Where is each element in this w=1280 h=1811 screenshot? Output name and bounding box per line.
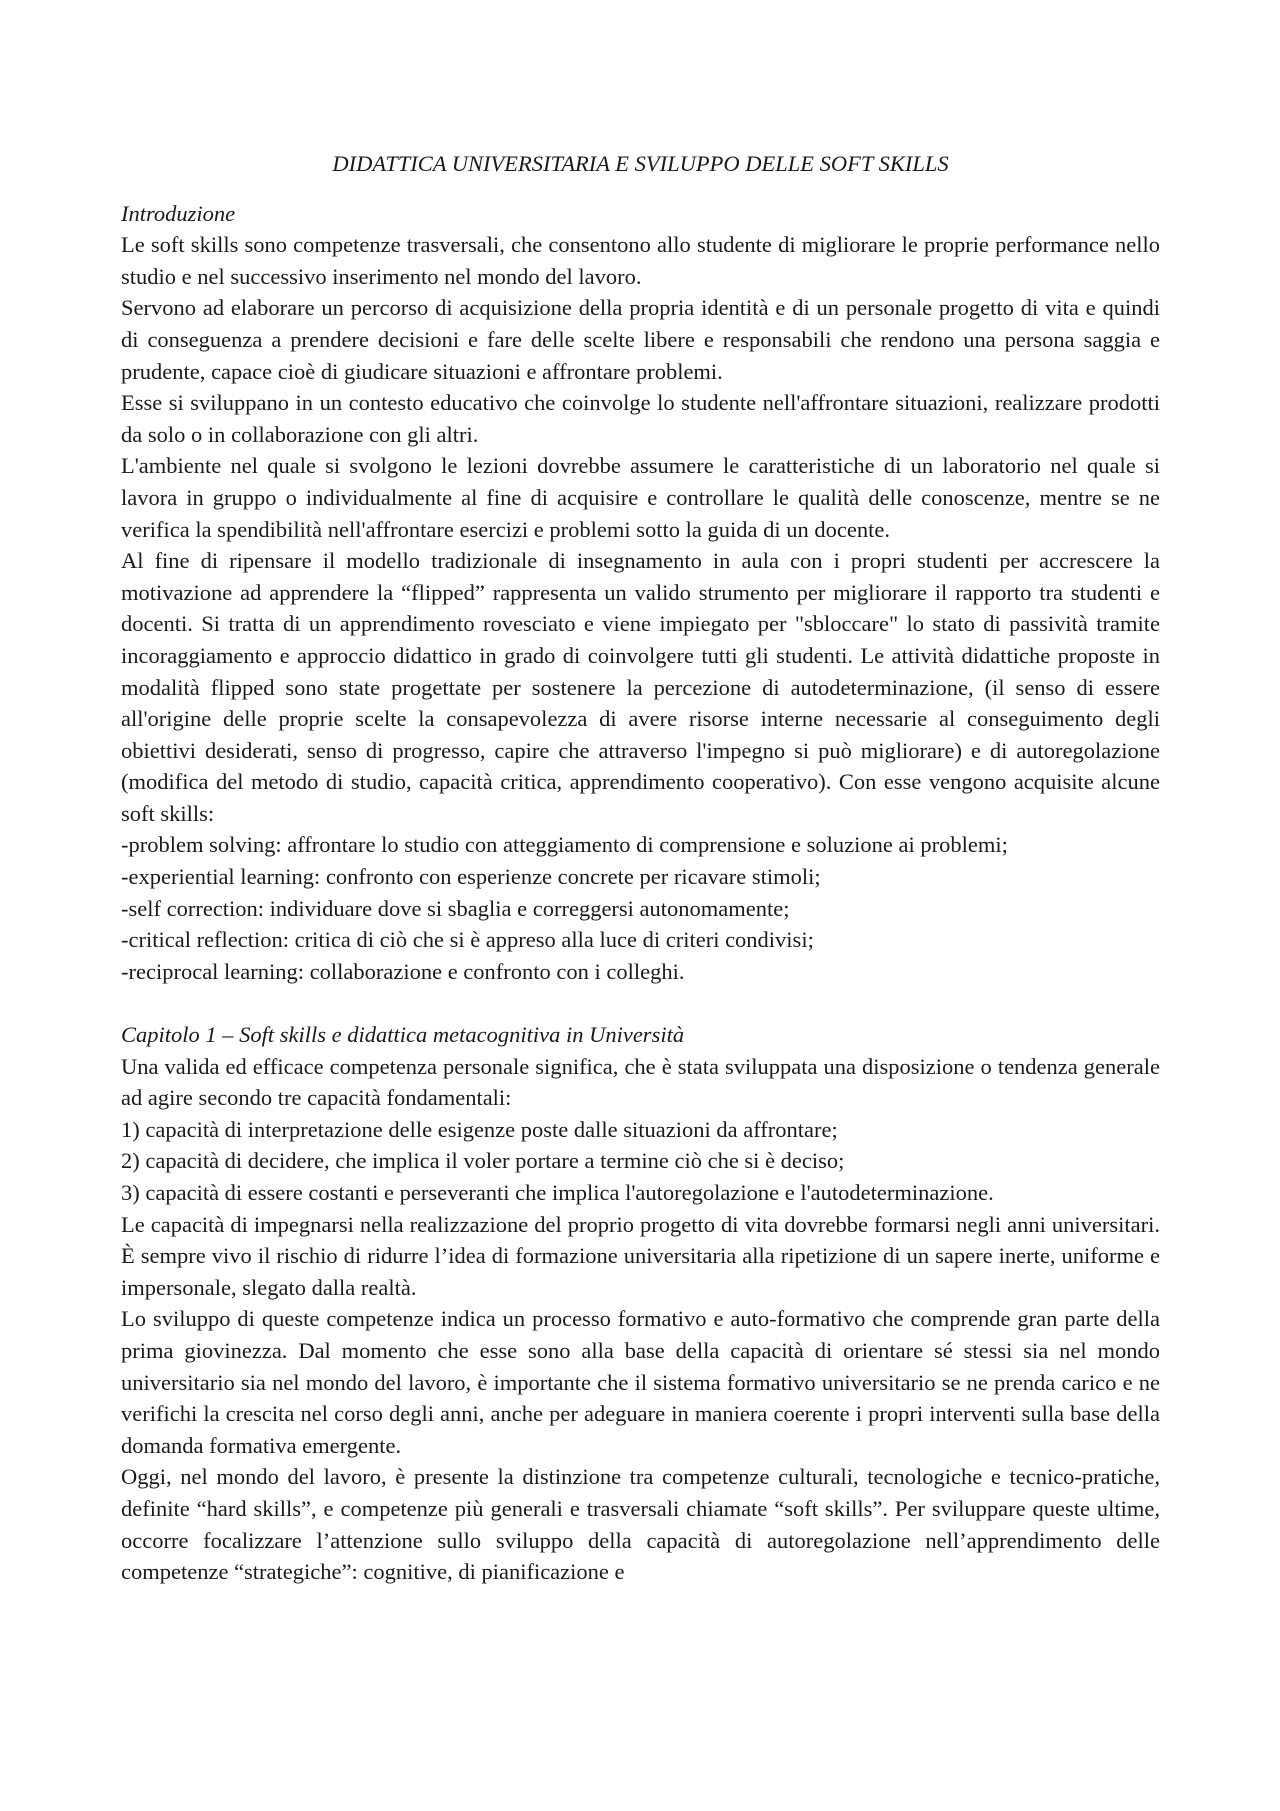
chapter1-paragraph: Oggi, nel mondo del lavoro, è presente la distinzione tra competenze culturali, tecnologiche e tecnico-pratiche, definite “hard skills”, e competenze più generali e trasversali chiamate “soft skills”. Per sviluppare queste ultime, occorre focalizzare l’attenzione sullo sviluppo della capacità di autoregolazione nell’apprendimento delle competenze “strategiche”: cognitive, di pianificazione e (121, 1464, 1160, 1585)
chapter1-paragraph: Le capacità di impegnarsi nella realizzazione del proprio progetto di vita dovrebbe formarsi negli anni universitari. È sempre vivo il rischio di ridurre l’idea di formazione universitaria alla ripetizione di un sapere inerte, uniforme e impersonale, slegato dalla realtà. (121, 1211, 1160, 1300)
list-item: 3) capacità di essere costanti e perseveranti che implica l'autoregolazione e l'autodeterminazione. (121, 1180, 994, 1205)
list-item: 2) capacità di decidere, che implica il voler portare a termine ciò che si è deciso; (121, 1148, 845, 1174)
list-item: 1) capacità di interpretazione delle esigenze poste dalle situazioni da affrontare; (121, 1116, 838, 1142)
list-item: -reciprocal learning: collaborazione e confronto con i colleghi. (121, 958, 685, 984)
intro-heading: Introduzione (121, 200, 236, 226)
list-item: -problem solving: affrontare lo studio con atteggiamento di comprensione e soluzione ai problemi; (121, 832, 1008, 858)
list-item: -experiential learning: confronto con esperienze concrete per ricavare stimoli; (121, 864, 821, 890)
intro-paragraph: Servono ad elaborare un percorso di acquisizione della propria identità e di un personale progetto di vita e quindi di conseguenza a prendere decisioni e fare delle scelte libere e responsabili che rendono una persona saggia e prudente, capace cioè di giudicare situazioni e affrontare problemi. (121, 295, 1160, 384)
capacities-list (121, 1114, 1160, 1209)
section-spacer (121, 987, 1160, 1019)
document-title: DIDATTICA UNIVERSITARIA E SVILUPPO DELLE SOFT SKILLS (332, 151, 949, 176)
chapter1-heading: Capitolo 1 – Soft skills e didattica metacognitiva in Università (121, 1022, 685, 1048)
intro-section (121, 198, 1160, 988)
chapter1-paragraph: Una valida ed efficace competenza personale significa, che è stata sviluppata una disposizione o tendenza generale ad agire secondo tre capacità fondamentali: (121, 1053, 1160, 1111)
intro-paragraph: Le soft skills sono competenze trasversali, che consentono allo studente di migliorare le proprie performance nello studio e nel successivo inserimento nel mondo del lavoro. (121, 232, 1160, 289)
chapter1-section (121, 1019, 1160, 1588)
document-page (121, 148, 1160, 1588)
list-item: -critical reflection: critica di ciò che si è appreso alla luce di criteri condivisi; (121, 927, 814, 953)
intro-paragraph: L'ambiente nel quale si svolgono le lezioni dovrebbe assumere le caratteristiche di un laboratorio nel quale si lavora in gruppo o individualmente al fine di acquisire e controllare le qualità delle conoscenze, mentre se ne verifica la spendibilità nell'affrontare esercizi e problemi sotto la guida di un docente. (121, 453, 1160, 542)
intro-paragraph: Esse si sviluppano in un contesto educativo che coinvolge lo studente nell'affrontare situazioni, realizzare prodotti da solo o in collaborazione con gli altri. (121, 390, 1160, 447)
soft-skills-list (121, 829, 1160, 987)
intro-paragraph: Al fine di ripensare il modello tradizionale di insegnamento in aula con i propri studenti per accrescere la motivazione ad apprendere la “flipped” rappresenta un valido strumento per migliorare il rapporto tra studenti e docenti. Si tratta di un apprendimento rovesciato e viene impiegato per "sbloccare" lo stato di passività tramite incoraggiamento e approccio didattico in grado di coinvolgere tutti gli studenti. Le attività didattiche proposte in modalità flipped sono state progettate per sostenere la percezione di autodeterminazione, (il senso di essere all'origine delle proprie scelte la consapevolezza di avere risorse interne necessarie al conseguimento degli obiettivi desiderati, senso di progresso, capire che attraverso l'impegno si può migliorare) e di autoregolazione (modifica del metodo di studio, capacità critica, apprendimento cooperativo). Con esse vengono acquisite alcune soft skills: (121, 548, 1160, 826)
chapter1-paragraph: Lo sviluppo di queste competenze indica un processo formativo e auto-formativo che comprende gran parte della prima giovinezza. Dal momento che esse sono alla base della capacità di orientare sé stessi sia nel mondo universitario sia nel mondo del lavoro, è importante che il sistema formativo universitario se ne prenda carico e ne verifichi la crescita nel corso degli anni, anche per adeguare in maniera coerente i propri interventi sulla base della domanda formativa emergente. (121, 1306, 1160, 1458)
list-item: -self correction: individuare dove si sbaglia e correggersi autonomamente; (121, 895, 790, 921)
